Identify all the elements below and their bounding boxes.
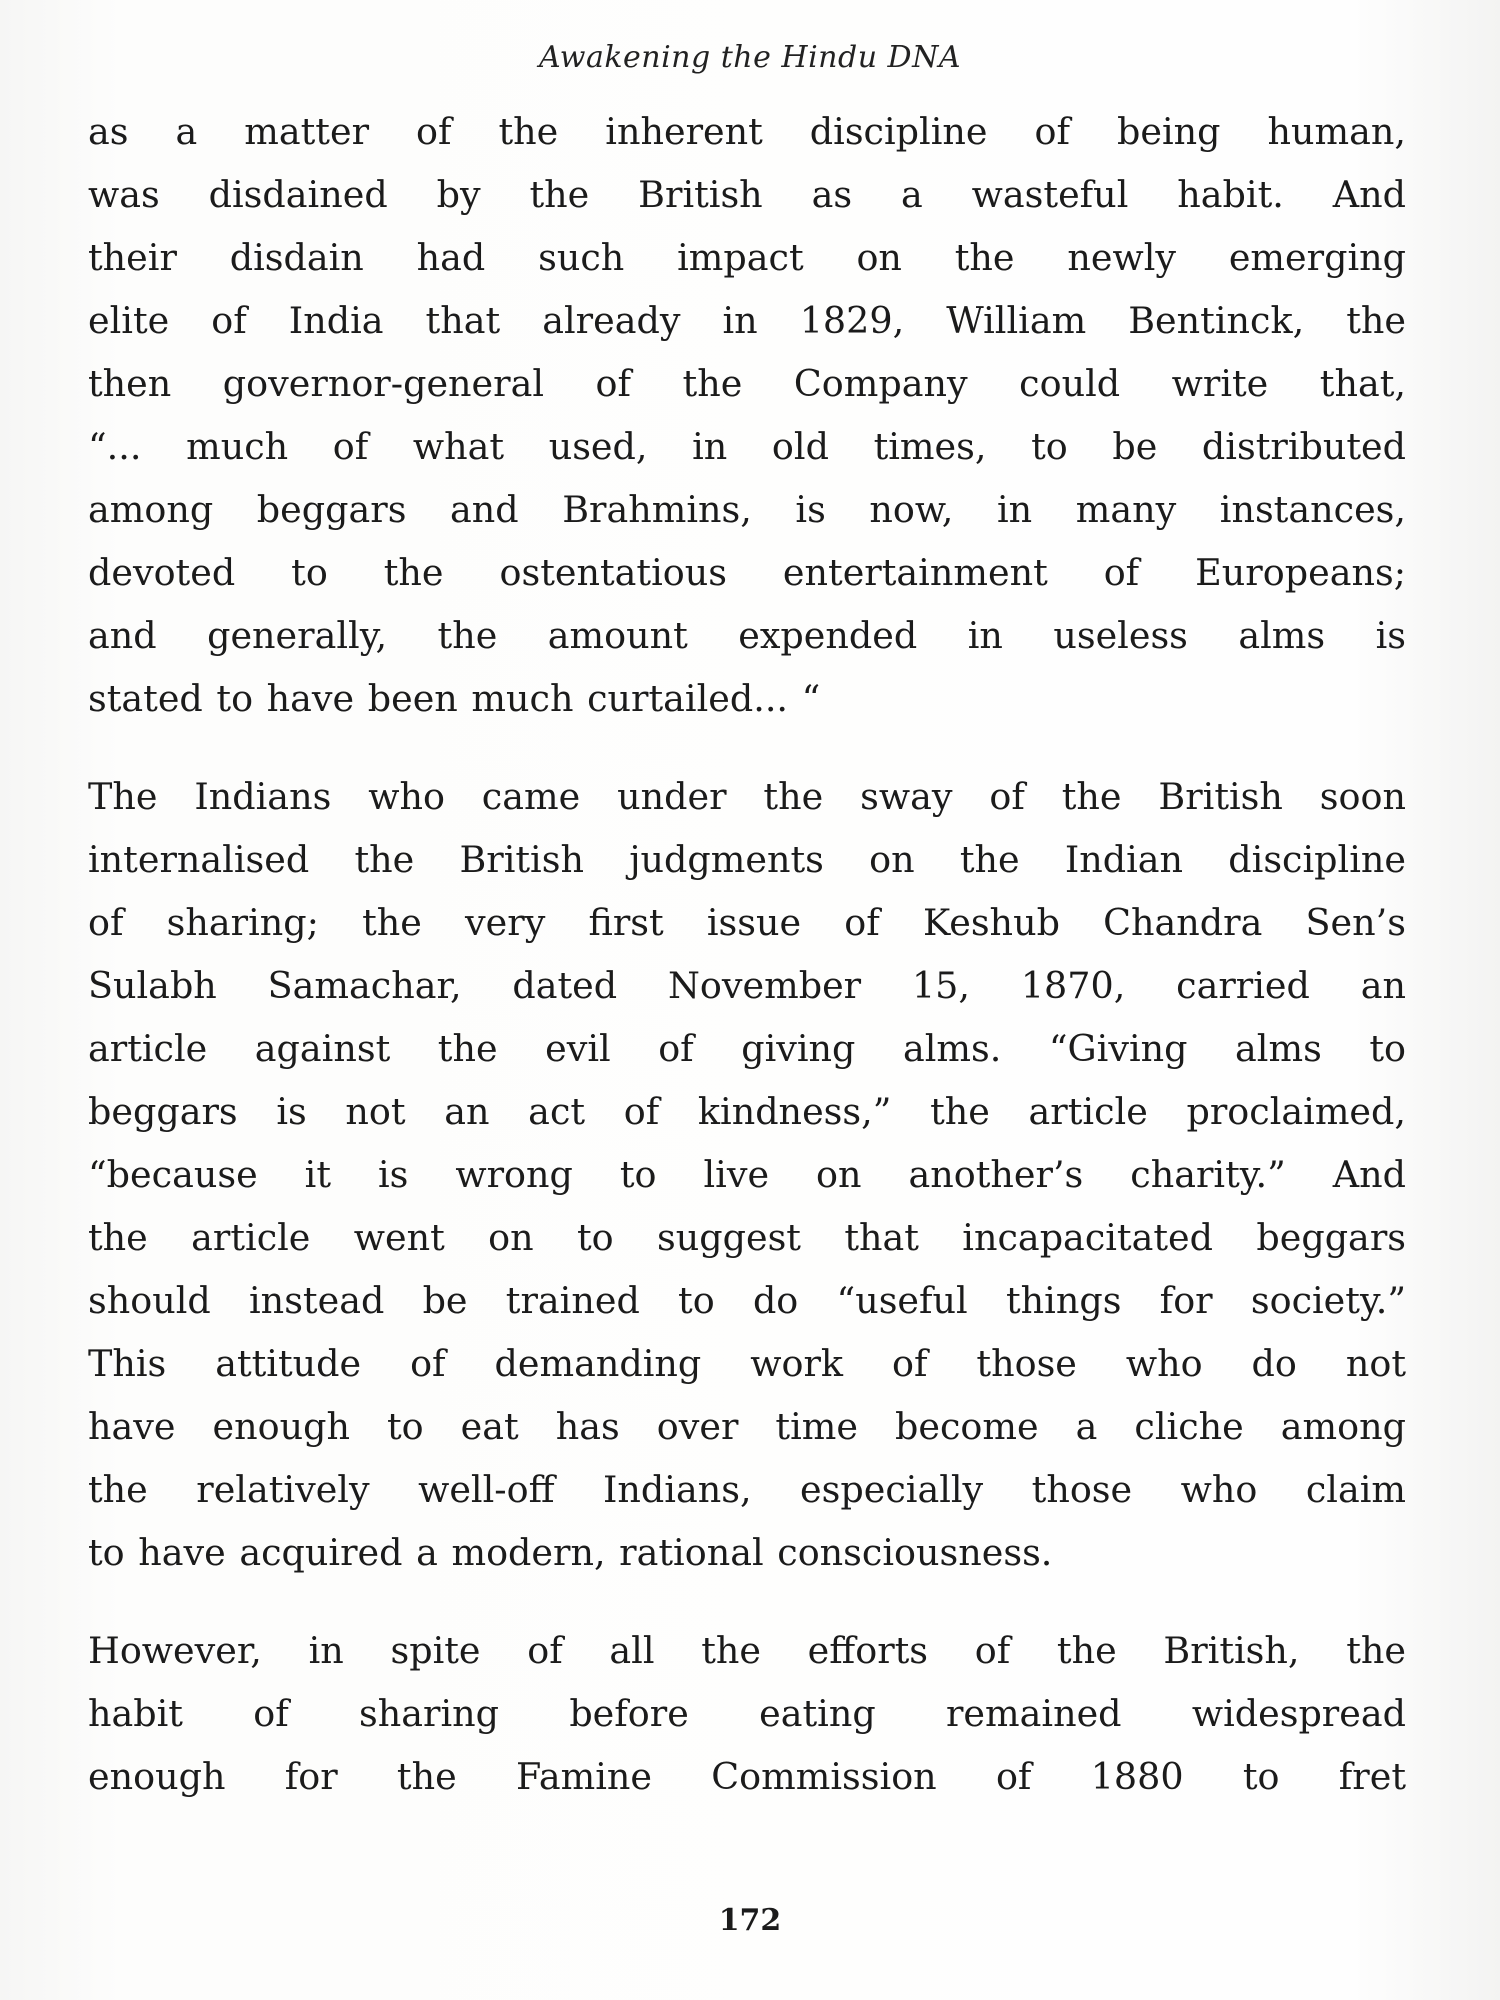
text-line: as a matter of the inherent discipline of being human, [88, 110, 1406, 153]
paragraph-2 [88, 765, 1406, 1584]
text-line: elite of India that already in 1829, William Bentinck, the [88, 299, 1406, 342]
text-line: have enough to eat has over time become a cliche among [88, 1405, 1406, 1448]
text-line: among beggars and Brahmins, is now, in many instances, [88, 488, 1406, 531]
text-line: habit of sharing before eating remained widespread [88, 1692, 1406, 1735]
text-line: “because it is wrong to live on another’s charity.” And [88, 1153, 1406, 1196]
running-header: Awakening the Hindu DNA [538, 40, 962, 75]
text-line: enough for the Famine Commission of 1880 to fret [88, 1755, 1406, 1798]
text-line: was disdained by the British as a wasteful habit. And [88, 173, 1406, 216]
text-line: “... much of what used, in old times, to be distributed [88, 425, 1406, 468]
text-line: stated to have been much curtailed... “ [88, 677, 821, 720]
text-line: internalised the British judgments on the Indian discipline [88, 838, 1406, 881]
text-line: of sharing; the very first issue of Keshub Chandra Sen’s [88, 901, 1406, 944]
text-line: then governor-general of the Company could write that, [88, 362, 1406, 405]
text-line: beggars is not an act of kindness,” the article proclaimed, [88, 1090, 1406, 1133]
text-line: the article went on to suggest that incapacitated beggars [88, 1216, 1406, 1259]
text-line: devoted to the ostentatious entertainment of Europeans; [88, 551, 1406, 594]
text-line: to have acquired a modern, rational consciousness. [88, 1531, 1053, 1574]
text-line: article against the evil of giving alms. “Giving alms to [88, 1027, 1406, 1070]
text-line: However, in spite of all the efforts of the British, the [88, 1629, 1406, 1672]
text-line: The Indians who came under the sway of the British soon [88, 775, 1406, 818]
paragraph-3 [88, 1619, 1406, 1808]
text-line: Sulabh Samachar, dated November 15, 1870, carried an [88, 964, 1406, 1007]
text-line: the relatively well-off Indians, especially those who claim [88, 1468, 1406, 1511]
paragraph-1 [88, 100, 1406, 730]
text-line: and generally, the amount expended in useless alms is [88, 614, 1406, 657]
text-line: This attitude of demanding work of those who do not [88, 1342, 1406, 1385]
text-line: their disdain had such impact on the newly emerging [88, 236, 1406, 279]
body-text [88, 100, 1406, 1808]
page-number: 172 [718, 1903, 782, 1938]
text-line: should instead be trained to do “useful things for society.” [88, 1279, 1406, 1322]
